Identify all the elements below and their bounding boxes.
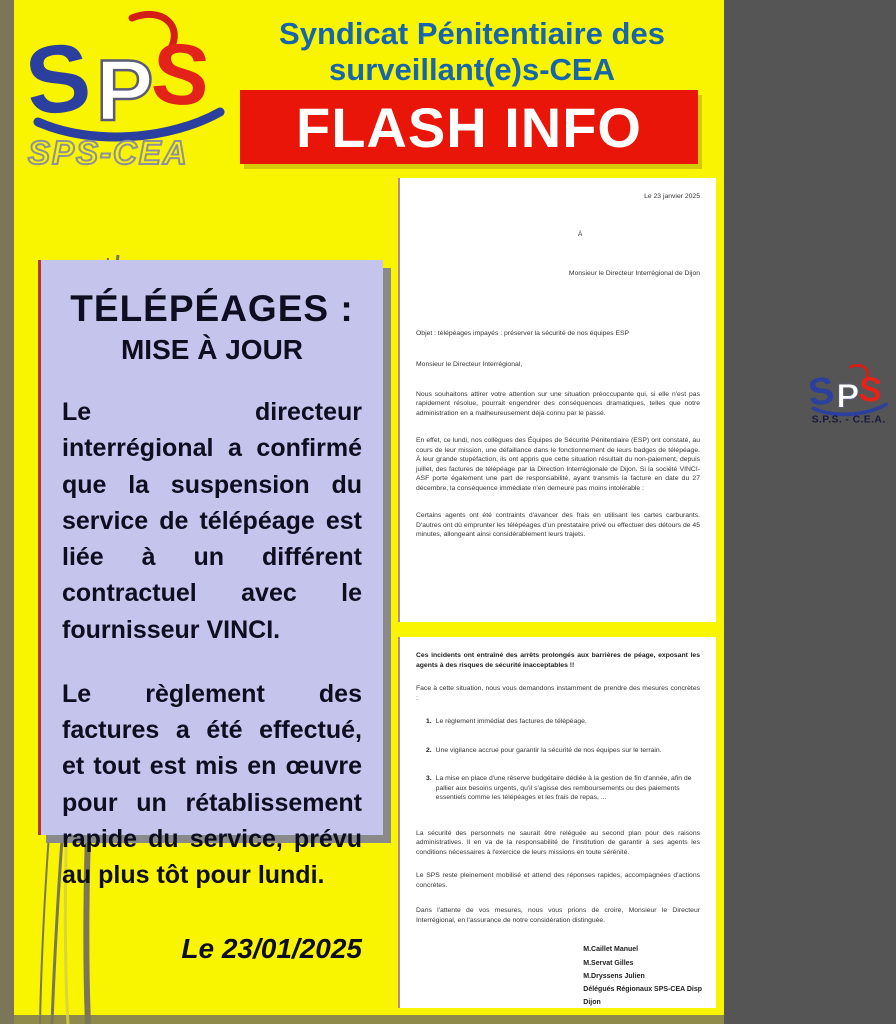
- list-item: [426, 774, 700, 803]
- logo-letter-p: P: [96, 43, 154, 139]
- list-item: [426, 746, 700, 756]
- signature: M.Servat Gilles: [583, 959, 634, 967]
- left-edge-strip: [0, 0, 14, 1024]
- list-item-text: Une vigilance accrue pour garantir la sécurité de nos équipes sur le terrain.: [435, 746, 662, 754]
- note-heading: TÉLÉPÉAGES :: [70, 288, 354, 329]
- update-note: [38, 260, 383, 965]
- list-item: [426, 717, 700, 727]
- note-subheading: MISE À JOUR: [120, 334, 304, 365]
- letter-salutation: Monsieur le Directeur Interrégional,: [416, 361, 523, 369]
- logo-caption: SPS-CEA: [28, 134, 189, 171]
- logo-letter-p: P: [836, 376, 860, 416]
- letter-demands-list: [400, 717, 716, 803]
- letter-paragraph-5: Le SPS reste pleinement mobilisé et attend des réponses rapides, accompagnées d'actions concrètes.: [416, 872, 700, 889]
- list-item-number: 3.: [426, 775, 432, 783]
- signature: Délégués Régionaux SPS-CEA Disp Dijon: [583, 986, 703, 1007]
- letter-warning: Ces incidents ont entraîné des arrêts prolongés aux barrières de péage, exposant les agents à des risques de sécurité inacceptables !!: [416, 652, 700, 669]
- letter-paragraph-4: La sécurité des personnels ne saurait être reléguée au second plan pour des raisons administratives. Il en va de la responsabilité de l'institution de garantir à ses agents les conditions nécessaires à l'exercice de leurs missions en toute sérénité.: [416, 829, 700, 856]
- list-item-number: 2.: [426, 746, 432, 754]
- letter-recipient: Monsieur le Directeur Interrégional de Dijon: [568, 270, 700, 278]
- letter-paragraph-1: Nous souhaitons attirer votre attention sur une situation préoccupante qui, si elle n'est pas rapidement résolue, pourrait engendrer des conséquences dramatiques, telles que notre administration en a malheureusement déjà connu par le passé.: [416, 390, 700, 417]
- logo-letter-s1: S: [20, 22, 96, 137]
- organization-title-line1: Syndicat Pénitentiaire des: [279, 16, 665, 51]
- letter-page-1: [398, 178, 886, 622]
- letter-page-2: [398, 637, 716, 1008]
- sps-logo: [20, 6, 235, 176]
- list-item-text: Le règlement immédiat des factures de télépéage.: [435, 718, 587, 726]
- flash-info-banner: FLASH INFO: [240, 90, 698, 164]
- note-paragraph-1: Le directeur interrégional a confirmé que la suspension du service de télépéage est liée à un différent contractuel avec le fournisseur VINCI.: [62, 398, 362, 644]
- note-paragraph-2: Le règlement des factures a été effectué, et tout est mis en œuvre pour un rétablissement rapide du service, prévu au plus tôt pour lundi.: [62, 679, 362, 889]
- letter-date: Le 23 janvier 2025: [644, 193, 700, 200]
- logo-letter-s2: S: [147, 24, 214, 126]
- letter-logo-caption: S.P.S. - C.E.A.: [811, 412, 886, 425]
- signature: M.Dryssens Julien: [583, 972, 645, 980]
- letter-to: À: [577, 230, 583, 238]
- organization-title: [238, 16, 706, 87]
- organization-title-line2: surveillant(e)s-CEA: [329, 51, 615, 87]
- logo-letter-s2: S: [857, 369, 884, 410]
- list-item-text: La mise en place d'une réserve budgétaire dédiée à la gestion de fin d'année, afin de pallier aux besoins urgents, qu'il s'agisse des remboursements ou des paiements essentiels comme les télépéages et les frais de repas, ...: [435, 775, 692, 802]
- note-date: Le 23/01/2025: [181, 933, 362, 965]
- letter-paragraph-2: En effet, ce lundi, nos collègues des Équipes de Sécurité Pénitentiaire (ESP) ont constaté, au cours de leur mission, une défaillance dans le fonctionnement de leurs badges de télépéage. À leur grande stupéfaction, ils ont appris que cette situation résultait du non-paiement, depuis juillet, des factures de télépéage par la Direction Interrégionale de Dijon. Si la société VINCI-ASF porte également une part de responsabilité, ayant transmis la facture en date du 27 décembre, la conséquence immédiate n'en demeure pas moins intolérable :: [416, 437, 700, 492]
- signature: M.Caillet Manuel: [583, 946, 639, 954]
- letter-demands-intro: Face à cette situation, nous vous demandons instamment de prendre des mesures concrètes :: [416, 685, 700, 702]
- logo-letter-s1: S: [806, 368, 837, 415]
- list-item-number: 1.: [426, 718, 432, 726]
- letter-signatures: [583, 943, 716, 1009]
- bottom-edge-strip: [14, 1015, 724, 1024]
- letter-subject: Objet : télépéages impayés : préserver la sécurité de nos équipes ESP: [416, 329, 630, 337]
- letter-paragraph-3: Certains agents ont été contraints d'avancer des frais en utilisant les cartes carburants. D'autres ont dû emprunter les télépéages d'un prestataire privé ou effectuer des détours de 45 minutes, allongeant ainsi considérablement leurs trajets.: [416, 512, 700, 539]
- letter-closing: Dans l'attente de vos mesures, nous vous prions de croire, Monsieur le Directeur Interrégional, en l'assurance de notre considération distinguée.: [416, 907, 700, 924]
